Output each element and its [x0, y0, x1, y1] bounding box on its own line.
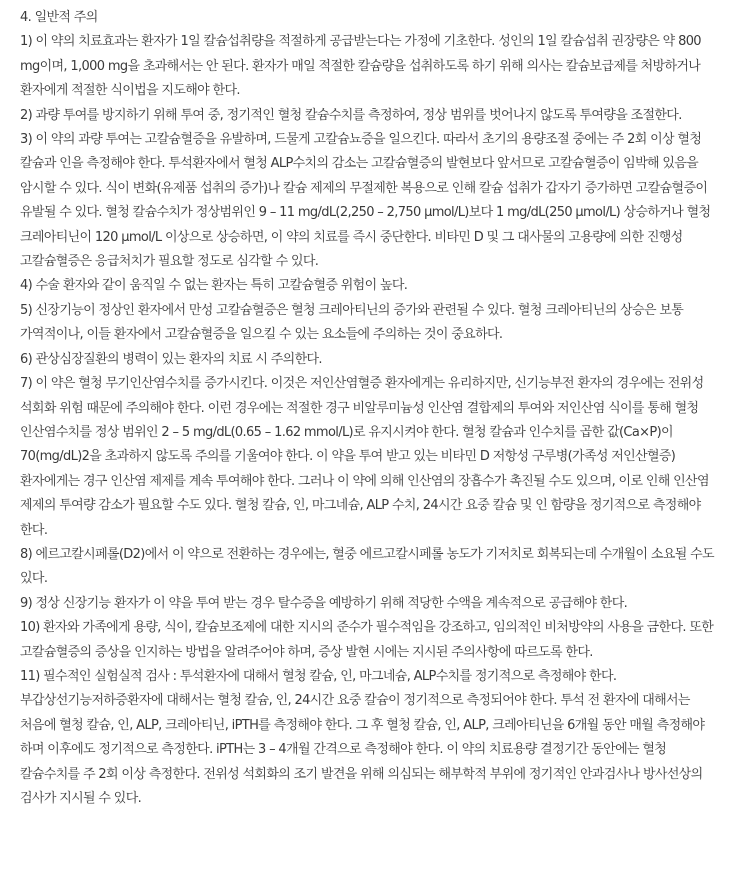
precaution-item-1: 1) 이 약의 치료효과는 환자가 1일 칼슘섭취량을 적절하게 공급받는다는 가정에 기초한다. 성인의 1일 칼슘섭취 권장량은 약 800 mg이며, 1,000 mg을 초과해서는 안 된다. 환자가 매일 적절한 칼슘량을 섭취하도록 하기 위해 의사는 칼슘보급제를 처방하거나 환자에게 적절한 식이법을 지도해야 한다. [20, 34, 701, 99]
precaution-item-9: 9) 정상 신장기능 환자가 이 약을 투여 받는 경우 탈수증을 예방하기 위해 적당한 수액을 계속적으로 공급해야 한다. [20, 595, 628, 611]
precaution-item-3: 3) 이 약의 과량 투여는 고칼슘혈증을 유발하며, 드물게 고칼슘뇨증을 일으킨다. 따라서 초기의 용량조절 중에는 주 2회 이상 혈청 칼슘과 인을 측정해야 한다. 투석환자에서 혈청 ALP수치의 감소는 고칼슘혈증의 발현보다 앞서므로 고칼슘혈증이 임박해 있음을 암시할 수 있다. 식이 변화(유제품 섭취의 증가)나 칼슘 제제의 무절제한 복용으로 인해 칼슘 섭취가 갑자기 증가하면 고칼슘혈증이 유발될 수 있다. 혈청 칼슘수치가 정상범위인 9 – 11 mg/dL(2,250 – 2,750 μmol/L)보다 1 mg/dL(250 μmol/L) 상승하거나 혈청 크레아티닌이 120 μmol/L 이상으로 상승하면, 이 약의 치료를 즉시 중단한다. 비타민 D 및 그 대사물의 고용량에 의한 진행성 고칼슘혈증은 응급처치가 필요할 정도로 심각할 수 있다. [20, 132, 711, 270]
precaution-item-8: 8) 에르고칼시페롤(D2)에서 이 약으로 전환하는 경우에는, 혈중 에르고칼시페롤 농도가 기저치로 회복되는데 수개월이 소요될 수도 있다. [20, 546, 714, 587]
precaution-item-7: 7) 이 약은 혈청 무기인산염수치를 증가시킨다. 이것은 저인산염혈증 환자에게는 유리하지만, 신기능부전 환자의 경우에는 전위성 석회화 위험 때문에 주의해야 한다. 이런 경우에는 적절한 경구 비알루미늄성 인산염 결합제의 투여와 저인산염 식이를 통해 혈청 인산염수치를 정상 범위인 2 – 5 mg/dL(0.65 – 1.62 mmol/L)로 유지시켜야 한다. 혈청 칼슘과 인수치를 곱한 값(Ca×P)이 70(mg/dL)2을 초과하지 않도록 주의를 기울여야 한다. 이 약을 투여 받고 있는 비타민 D 저항성 구루병(가족성 저인산혈증) 환자에게는 경구 인산염 제제를 계속 투여해야 한다. 그러나 이 약에 의해 인산염의 장흡수가 촉진될 수도 있으며, 이로 인해 인산염 제제의 투여량 감소가 필요할 수도 있다. 혈청 칼슘, 인, 마그네슘, ALP 수치, 24시간 요중 칼슘 및 인 함량을 정기적으로 측정해야 한다. [20, 376, 709, 538]
precaution-item-4: 4) 수술 환자와 같이 움직일 수 없는 환자는 특히 고칼슘혈증 위험이 높다. [20, 278, 408, 294]
precaution-item-6: 6) 관상심장질환의 병력이 있는 환자의 치료 시 주의한다. [20, 351, 322, 367]
precaution-item-2: 2) 과량 투여를 방지하기 위해 투여 중, 정기적인 혈청 칼슘수치를 측정하여, 정상 범위를 벗어나지 않도록 투여량을 조절한다. [20, 107, 682, 123]
precaution-item-5: 5) 신장기능이 정상인 환자에서 만성 고칼슘혈증은 혈청 크레아티닌의 증가와 관련될 수 있다. 혈청 크레아티닌의 상승은 보통 가역적이나, 이들 환자에서 고칼슘혈증을 일으킬 수 있는 요소들에 주의하는 것이 중요하다. [20, 302, 684, 343]
precaution-item-11: 11) 필수적인 실험실적 검사 : 투석환자에 대해서 혈청 칼슘, 인, 마그네슘, ALP수치를 정기적으로 측정해야 한다. 부갑상선기능저하증환자에 대해서는 혈청 칼슘, 인, 24시간 요중 칼슘이 정기적으로 측정되어야 한다. 투석 전 환자에 대해서는 처음에 혈청 칼슘, 인, ALP, 크레아티닌, iPTH를 측정해야 한다. 그 후 혈청 칼슘, 인, ALP, 크레아티닌을 6개월 동안 매월 측정해야 하며 이후에도 정기적으로 측정한다. iPTH는 3 – 4개월 간격으로 측정해야 한다. 이 약의 치료용량 결정기간 동안에는 혈청 칼슘수치를 주 2회 이상 측정한다. 전위성 석회화의 조기 발견을 위해 의심되는 해부학적 부위에 정기적인 안과검사나 방사선상의 검사가 지시될 수 있다. [20, 668, 705, 806]
section-title: 4. 일반적 주의 [20, 10, 98, 25]
precaution-item-10: 10) 환자와 가족에게 용량, 식이, 칼슘보조제에 대한 지시의 준수가 필수적임을 강조하고, 임의적인 비처방약의 사용을 금한다. 또한 고칼슘혈증의 증상을 인지하는 방법을 알려주어야 하며, 증상 발현 시에는 지시된 주의사항에 따르도록 한다. [20, 620, 714, 660]
